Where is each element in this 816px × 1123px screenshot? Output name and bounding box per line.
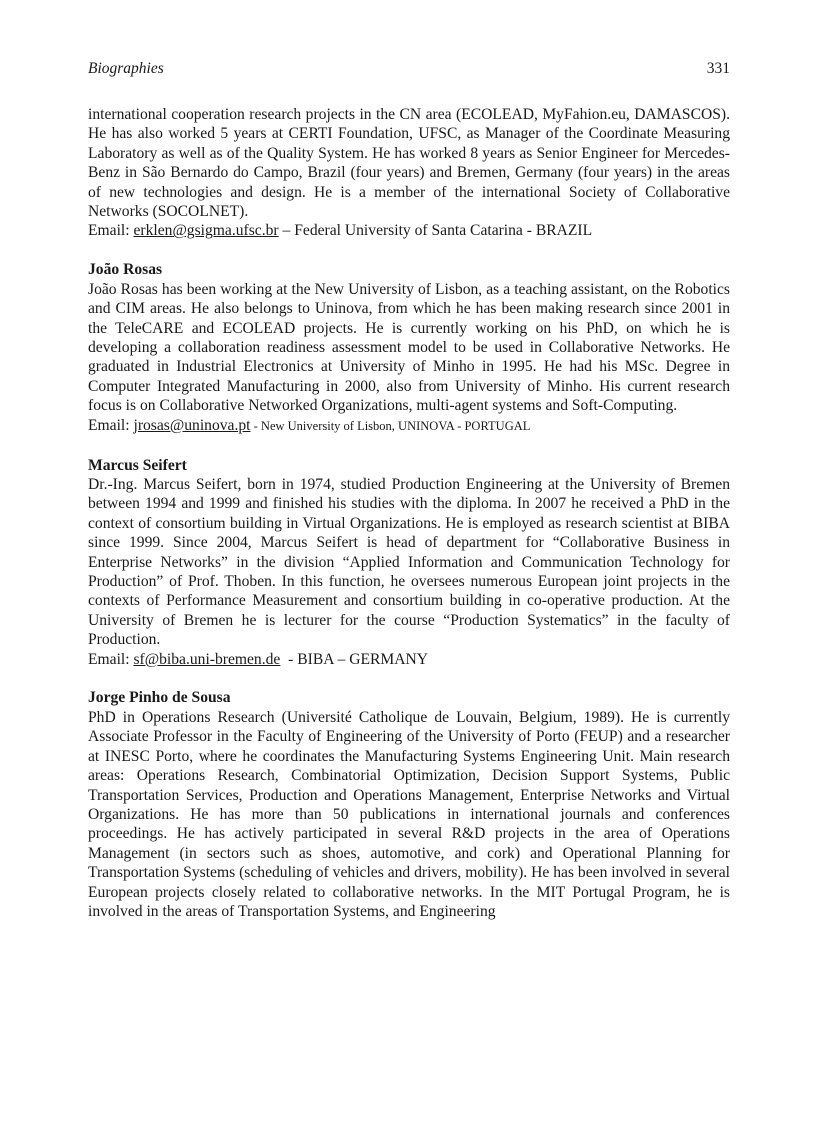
email-line <box>88 416 730 436</box>
bio-name: João Rosas <box>88 261 163 279</box>
email-link[interactable]: sf@biba.uni-bremen.de <box>133 650 281 668</box>
bio-marcus-seifert <box>88 456 730 669</box>
email-line <box>88 221 730 240</box>
page-number: 331 <box>706 60 730 77</box>
bio-jorge-pinho-de-sousa <box>88 688 730 921</box>
bio-continuation <box>88 105 730 241</box>
email-link[interactable]: jrosas@uninova.pt <box>133 416 251 434</box>
bio-text: international cooperation research projects in the CN area (ECOLEAD, MyFahion.eu, DAMASCOS). He has also worked 5 years at CERTI Foundation, UFSC, as Manager of the Coordinate Measuring Laboratory as well as of the Quality System. He has worked 8 years as Senior Engineer for Mercedes-Benz in São Bernardo do Campo, Brazil (four years) and Bremen, Germany (four years) in the areas of new technologies and design. He is a member of the international Society of Collaborative Networks (SOCOLNET). <box>88 106 730 221</box>
email-label: Email: <box>88 222 130 240</box>
body-text <box>88 105 730 921</box>
affiliation: - New University of Lisbon, UNINOVA - PORTUGAL <box>250 418 531 433</box>
bio-text: PhD in Operations Research (Université Catholique de Louvain, Belgium, 1989). He is currently Associate Professor in the Faculty of Engineering of the University of Porto (FEUP) and a researcher at INESC Porto, where he coordinates the Manufacturing Systems Engineering Unit. Main research areas: Operations Research, Combinatorial Optimization, Decision Support Systems, Public Transportation Services, Production and Operations Management, Enterprise Networks and Virtual Organizations. He has more than 50 publications in international journals and conferences proceedings. He has actively participated in several R&D projects in the area of Operations Management (in sectors such as shoes, automotive, and cork) and Operational Planning for Transportation Systems (scheduling of vehicles and drivers, mobility). He has been involved in several European projects closely related to collaborative networks. In the MIT Portugal Program, he is involved in the areas of Transportation Systems, and Engineering <box>88 708 730 920</box>
bio-text: Dr.-Ing. Marcus Seifert, born in 1974, studied Production Engineering at the University of Bremen between 1994 and 1999 and finished his studies with the diploma. In 2007 he received a PhD in the context of consortium building in Virtual Organizations. He is employed as research scientist at BIBA since 1999. Since 2004, Marcus Seifert is head of department for “Collaborative Business in Enterprise Networks” in the division “Applied Information and Communication Technology for Production” of Prof. Thoben. In this function, he oversees numerous European joint projects in the contexts of Performance Measurement and consortium building in co-operative production. At the University of Bremen he is lecturer for the course “Production Systematics” in the faculty of Production. <box>88 475 730 649</box>
bio-text: João Rosas has been working at the New University of Lisbon, as a teaching assistant, on the Robotics and CIM areas. He also belongs to Uninova, from which he has been making research since 2001 in the TeleCARE and ECOLEAD projects. He is currently working on his PhD, on which he is developing a collaboration readiness assessment model to be used in Collaborative Networks. He graduated in Industrial Electronics at University of Minho in 1995. He had his MSc. Degree in Computer Integrated Manufacturing in 2000, also from University of Minho. His current research focus is on Collaborative Networked Organizations, multi-agent systems and Soft-Computing. <box>88 280 730 415</box>
email-label: Email: <box>88 416 130 434</box>
affiliation: - BIBA – GERMANY <box>280 650 429 668</box>
email-label: Email: <box>88 650 130 668</box>
bio-name: Jorge Pinho de Sousa <box>88 689 231 707</box>
affiliation: – Federal University of Santa Catarina - BRAZIL <box>278 222 593 240</box>
email-line <box>88 650 730 669</box>
email-link[interactable]: erklen@gsigma.ufsc.br <box>133 222 279 240</box>
running-header <box>88 60 730 78</box>
page <box>88 60 730 941</box>
running-head-title: Biographies <box>88 60 164 77</box>
bio-joao-rosas <box>88 260 730 436</box>
bio-name: Marcus Seifert <box>88 456 187 474</box>
